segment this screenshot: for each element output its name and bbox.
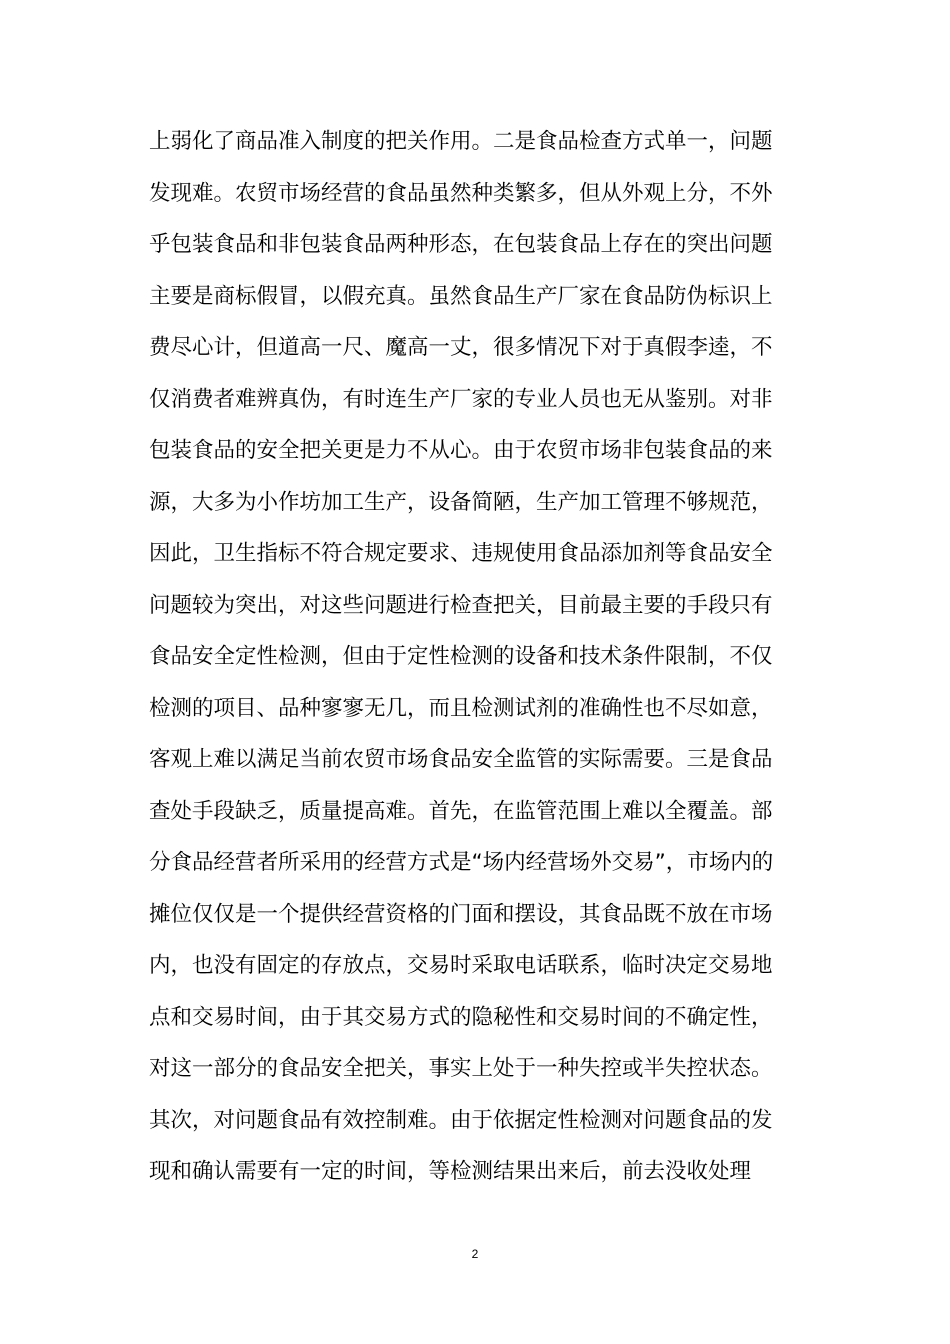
text-line: 其次，对问题食品有效控制难。由于依据定性检测对问题食品的发 (149, 1107, 773, 1133)
text-line: 查处手段缺乏，质量提高难。首先，在监管范围上难以全覆盖。部 (149, 798, 773, 824)
text-line: 分食品经营者所采用的经营方式是“场内经营场外交易”，市场内的 (149, 850, 774, 875)
text-line: 内，也没有固定的存放点，交易时采取电话联系，临时决定交易地 (149, 953, 773, 978)
text-line: 包装食品的安全把关更是力不从心。由于农贸市场非包装食品的来 (149, 438, 773, 463)
text-line: 因此，卫生指标不符合规定要求、违规使用食品添加剂等食品安全 (149, 541, 773, 566)
text-line: 客观上难以满足当前农贸市场食品安全监管的实际需要。三是食品 (149, 747, 773, 772)
text-line: 费尽心计，但道高一尺、魔高一丈，很多情况下对于真假李逵，不 (149, 335, 773, 360)
text-line: 发现难。农贸市场经营的食品虽然种类繁多，但从外观上分，不外 (149, 180, 773, 206)
text-line: 点和交易时间，由于其交易方式的隐秘性和交易时间的不确定性， (149, 1004, 773, 1030)
text-line: 对这一部分的食品安全把关，事实上处于一种失控或半失控状态。 (149, 1056, 773, 1081)
text-line: 源，大多为小作坊加工生产，设备简陋，生产加工管理不够规范， (149, 489, 773, 515)
text-line: 上弱化了商品准入制度的把关作用。二是食品检查方式单一，问题 (149, 129, 773, 154)
text-line: 食品安全定性检测，但由于定性检测的设备和技术条件限制，不仅 (149, 644, 773, 669)
text-line: 乎包装食品和非包装食品两种形态，在包装食品上存在的突出问题 (149, 232, 773, 257)
body-text (149, 116, 809, 1198)
text-line: 现和确认需要有一定的时间，等检测结果出来后，前去没收处理 (149, 1159, 752, 1184)
page-number: 2 (471, 1247, 479, 1261)
text-line: 问题较为突出，对这些问题进行检查把关，目前最主要的手段只有 (149, 592, 773, 618)
text-line: 仅消费者难辨真伪，有时连生产厂家的专业人员也无从鉴别。对非 (149, 386, 773, 412)
text-line: 主要是商标假冒，以假充真。虽然食品生产厂家在食品防伪标识上 (149, 283, 773, 309)
text-line: 摊位仅仅是一个提供经营资格的门面和摆设，其食品既不放在市场 (149, 901, 773, 927)
text-line: 检测的项目、品种寥寥无几，而且检测试剂的准确性也不尽如意， (149, 695, 773, 721)
